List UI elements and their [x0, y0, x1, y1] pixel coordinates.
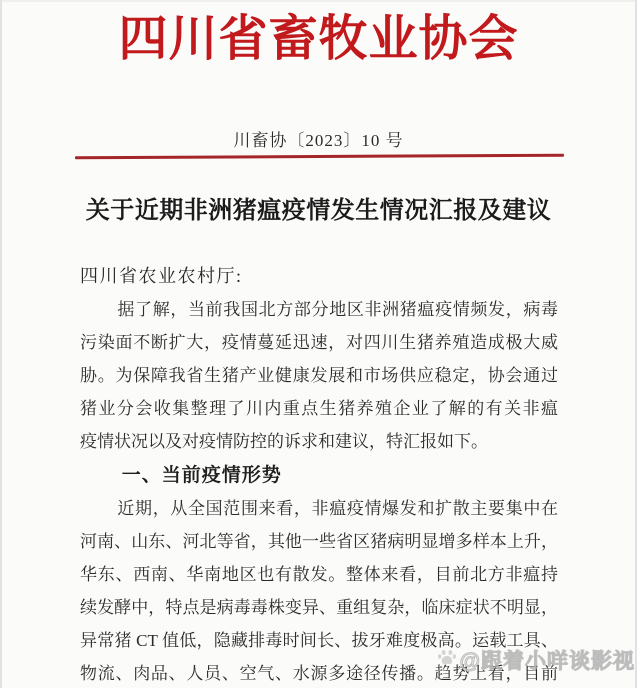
doc-number: 川畜协〔2023〕10 号: [233, 131, 404, 150]
paragraph-1: [80, 293, 558, 458]
paragraph-line: 华东、西南、华南地区也有散发。整体来看，目前北方非瘟持: [80, 565, 558, 584]
org-title: 四川省畜牧业协会: [118, 11, 519, 66]
section-heading: 一、当前疫情形势: [121, 465, 282, 486]
paragraph-line: 近期，从全国范围来看，非瘟疫情爆发和扩散主要集中在: [117, 499, 558, 518]
recipient-line: 四川省农业农村厅:: [80, 266, 243, 286]
paragraph-line: 胁。为保障我省生猪产业健康发展和市场供应稳定，协会通过: [80, 366, 558, 385]
scan-edge-left: [0, 0, 2, 688]
paragraph-line: 据了解，当前我国北方部分地区非洲猪瘟疫情频发，病毒: [117, 300, 558, 319]
paragraph-line: 河南、山东、河北等省，其他一些省区猪病明显增多样本上升，: [80, 532, 558, 551]
paragraph-line: 异常猪 CT 值低，隐藏排毒时间长、拔牙难度极高。运载工具、: [80, 631, 558, 650]
paragraph-line: 疫情状况以及对疫情防控的诉求和建议，特汇报如下。: [80, 432, 488, 451]
paragraph-2: [80, 492, 558, 688]
paragraph-line: 猪业分会收集整理了川内重点生猪养殖企业了解的有关非瘟: [80, 399, 558, 418]
doc-title: 关于近期非洲猪瘟疫情发生情况汇报及建议: [85, 198, 552, 224]
scan-edge-top: [0, 0, 637, 2]
watermark-text: @跟着小咩谈影视: [459, 650, 635, 673]
paragraph-line: 续发酵中，特点是病毒毒株变异、重组复杂，临床症状不明显，: [80, 598, 558, 617]
paragraph-line: 物流、肉品、人员、空气、水源多途径传播。趋势上看，目前: [80, 664, 558, 683]
red-divider-line: [75, 154, 564, 160]
paragraph-line: 污染面不断扩大，疫情蔓延迅速，对四川生猪养殖造成极大威: [80, 333, 558, 352]
